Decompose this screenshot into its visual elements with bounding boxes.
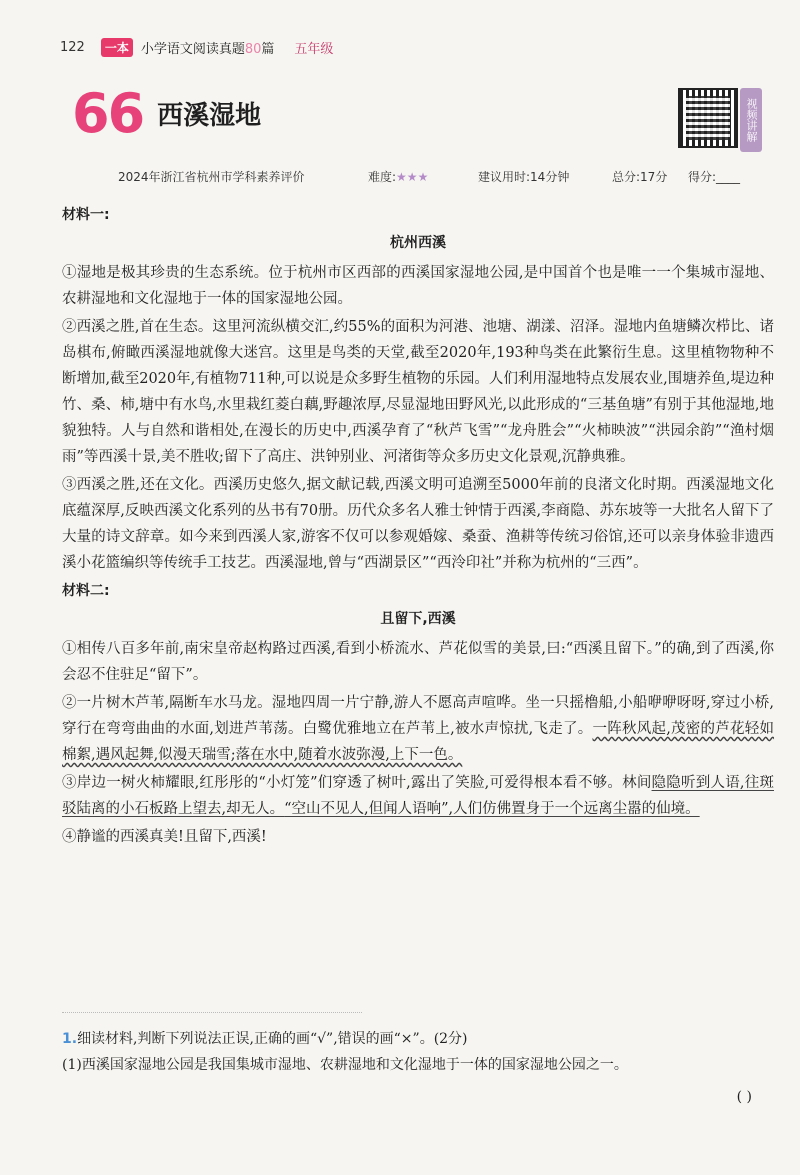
brand-logo: 一本	[101, 38, 133, 57]
reading-content	[62, 202, 774, 852]
running-header	[60, 34, 333, 60]
material2-paragraph-2: ②一片树木芦苇,隔断车水马龙。湿地四周一片宁静,游人不愿高声喧哗。坐一只摇橹船,小船咿咿呀呀,穿过小桥,穿行在弯弯曲曲的水面,划进芦苇荡。白鹭优雅地立在芦苇上,被水声惊扰,飞走了。一阵秋风起,茂密的芦花轻如棉絮,遇风起舞,似漫天瑞雪;落在水中,随着水波弥漫,上下一色。	[62, 695, 775, 763]
lesson-title	[72, 82, 261, 145]
meta-row	[118, 168, 778, 185]
material1-paragraph-1: ①湿地是极其珍贵的生态系统。位于杭州市区西部的西溪国家湿地公园,是中国首个也是唯一一个集城市湿地、农耕湿地和文化湿地于一体的国家湿地公园。	[62, 265, 774, 307]
star-icon: ★★★	[396, 170, 429, 184]
lesson-number: 66	[72, 82, 144, 145]
question-1	[62, 1026, 774, 1110]
page-number: 122	[60, 39, 85, 55]
suggested-time: 建议用时:14分钟	[478, 170, 570, 184]
material2-title: 且留下,西溪	[380, 611, 456, 627]
score-field[interactable]: 得分:____	[688, 170, 741, 184]
wavy-underlined-sentence: 一阵秋风起,茂密的芦花轻如棉絮,遇风起舞,似漫天瑞雪;落在水中,随着水波弥漫,上下一色。	[62, 721, 775, 763]
video-tab[interactable]: 视频讲解	[740, 88, 762, 152]
divider	[62, 1012, 362, 1013]
grade-label: 五年级	[294, 41, 334, 57]
material1-paragraph-2: ②西溪之胜,首在生态。这里河流纵横交汇,约55%的面积为河港、池塘、湖漾、沼泽。湿地内鱼塘鳞次栉比、诸岛棋布,俯瞰西溪湿地就像大迷宫。这里是鸟类的天堂,截至2020年,193种鸟类在此繁衍生息。这里植物物种不断增加,截至2020年,有植物711种,可以说是众多野生植物的乐园。人们利用湿地特点发展农业,围塘养鱼,堤边种竹、桑、柿,塘中有水鸟,水里栽红菱白藕,野趣浓厚,尽显湿地田野风光,以此形成的“三基鱼塘”有别于其他湿地,地貌独特。人与自然和谐相处,在漫长的历史中,西溪孕育了“秋芦飞雪”“龙舟胜会”“火柿映波”“洪园余韵”“渔村烟雨”等西溪十景,美不胜收;留下了高庄、洪钟别业、河渚街等众多历史文化景观,沉静典雅。	[62, 319, 774, 465]
answer-blank[interactable]: ( )	[736, 1089, 752, 1105]
lesson-name: 西溪湿地	[157, 101, 262, 131]
underlined-sentence-1: 隐隐听到人语,往斑驳陆离的小石板路上望去,却无人。	[62, 775, 774, 817]
underlined-sentence-2: “空山不见人,但闻人语响”,人们仿佛置身于一个远离尘嚣的仙境。	[284, 801, 700, 817]
book-title: 小学语文阅读真题80篇	[140, 41, 275, 57]
difficulty: 难度:★★★	[368, 170, 429, 184]
question-item-1: (1)西溪国家湿地公园是我国集城市湿地、农耕湿地和文化湿地于一体的国家湿地公园之一。	[62, 1057, 628, 1073]
material2-paragraph-1: ①相传八百多年前,南宋皇帝赵构路过西溪,看到小桥流水、芦花似雪的美景,曰:“西溪且留下。”的确,到了西溪,你会忍不住驻足“留下”。	[62, 641, 774, 683]
material1-label: 材料一:	[62, 207, 110, 223]
material1-paragraph-3: ③西溪之胜,还在文化。西溪历史悠久,据文献记载,西溪文明可追溯至5000年前的良渚文化时期。西溪湿地文化底蕴深厚,反映西溪文化系列的丛书有70册。历代众多名人雅士钟情于西溪,李商隐、苏东坡等一大批名人留下了大量的诗文辞章。如今来到西溪人家,游客不仅可以参观婚嫁、桑蚕、渔耕等传统习俗馆,还可以亲身体验非遗西溪小花篮编织等传统手工技艺。西溪湿地,曾与“西湖景区”“西泠印社”并称为杭州的“三西”。	[62, 477, 774, 571]
material2-paragraph-3: ③岸边一树火柿耀眼,红彤彤的“小灯笼”们穿透了树叶,露出了笑脸,可爱得根本看不够。林间隐隐听到人语,往斑驳陆离的小石板路上望去,却无人。“空山不见人,但闻人语响”,人们仿佛置身于一个远离尘嚣的仙境。	[62, 775, 774, 817]
question-number: 1.	[62, 1031, 78, 1047]
material1-title: 杭州西溪	[390, 235, 446, 251]
qr-code-icon[interactable]	[678, 88, 738, 148]
question-prompt: 1.细读材料,判断下列说法正误,正确的画“√”,错误的画“×”。(2分)	[62, 1031, 468, 1047]
material2-paragraph-4: ④静谧的西溪真美!且留下,西溪!	[62, 829, 267, 845]
source-text: 2024年浙江省杭州市学科素养评价	[118, 170, 305, 184]
material2-label: 材料二:	[62, 583, 110, 599]
total-score: 总分:17分	[612, 170, 668, 184]
